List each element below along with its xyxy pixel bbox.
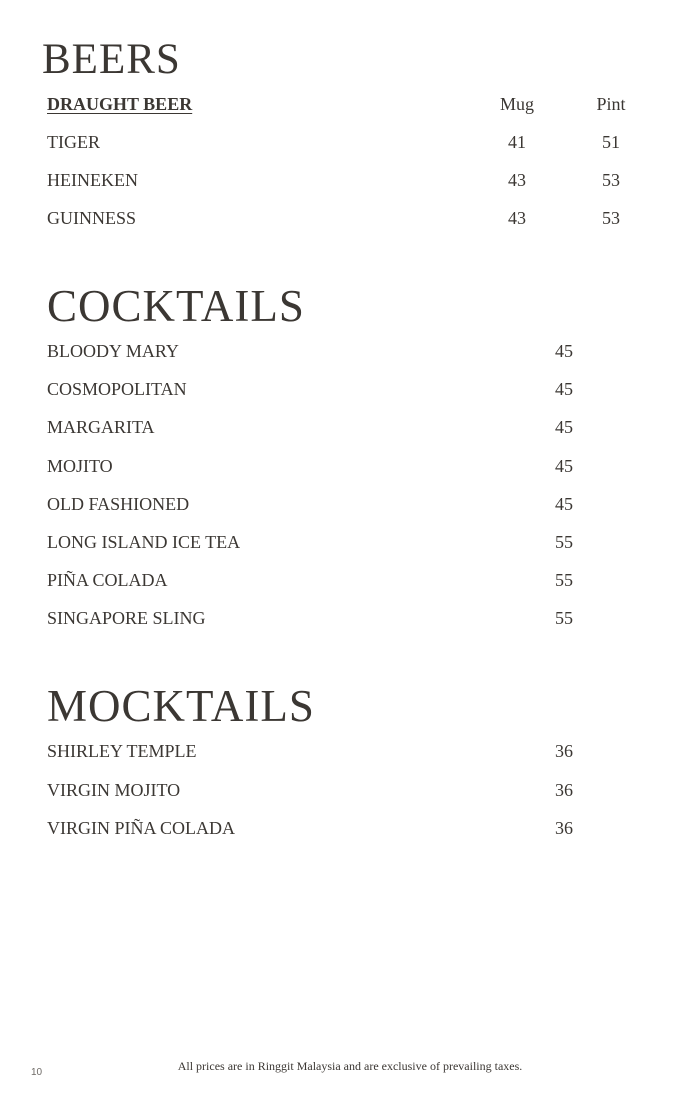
page-number: 10 xyxy=(31,1067,43,1078)
draught-beer-subheading: DRAUGHT BEER xyxy=(47,94,193,114)
cocktail-price: 45 xyxy=(555,494,573,514)
mocktail-name: VIRGIN PIÑA COLADA xyxy=(47,818,235,838)
mocktail-row xyxy=(47,817,647,839)
pricing-footnote: All prices are in Ringgit Malaysia and are exclusive of prevailing taxes. xyxy=(177,1059,523,1073)
beer-mug-price: 43 xyxy=(508,170,526,190)
cocktail-row xyxy=(47,531,647,553)
beer-name: HEINEKEN xyxy=(47,170,138,190)
cocktail-row xyxy=(47,569,647,591)
beer-row xyxy=(47,207,647,229)
cocktail-price: 45 xyxy=(555,456,573,476)
beer-pint-price: 53 xyxy=(602,208,620,228)
cocktail-price: 45 xyxy=(555,341,573,361)
cocktail-name: MOJITO xyxy=(47,456,113,476)
cocktail-row xyxy=(47,340,647,362)
cocktail-row xyxy=(47,493,647,515)
beer-name: TIGER xyxy=(47,132,100,152)
cocktails-section-title: COCKTAILS xyxy=(47,281,305,331)
mocktail-price: 36 xyxy=(555,741,573,761)
beer-mug-price: 41 xyxy=(508,132,526,152)
cocktail-row xyxy=(47,378,647,400)
mocktails-section-title: MOCKTAILS xyxy=(47,681,315,731)
cocktail-name: OLD FASHIONED xyxy=(47,494,190,514)
mocktail-row xyxy=(47,779,647,801)
beer-row xyxy=(47,131,647,153)
cocktail-name: PIÑA COLADA xyxy=(47,570,168,590)
mocktail-price: 36 xyxy=(555,818,573,838)
mocktail-name: VIRGIN MOJITO xyxy=(47,780,181,800)
beers-header-row xyxy=(47,93,647,115)
mug-column-header: Mug xyxy=(499,94,534,114)
cocktail-price: 45 xyxy=(555,379,573,399)
cocktail-row xyxy=(47,455,647,477)
beer-row xyxy=(47,169,647,191)
cocktail-row xyxy=(47,607,647,629)
cocktail-price: 45 xyxy=(555,417,573,437)
cocktail-name: LONG ISLAND ICE TEA xyxy=(47,532,241,552)
cocktail-name: BLOODY MARY xyxy=(47,341,179,361)
mocktail-price: 36 xyxy=(555,780,573,800)
beers-section-title: BEERS xyxy=(42,36,181,83)
beer-pint-price: 53 xyxy=(602,170,620,190)
cocktail-price: 55 xyxy=(555,532,573,552)
cocktail-row xyxy=(47,416,647,438)
cocktail-price: 55 xyxy=(555,570,573,590)
mocktail-name: SHIRLEY TEMPLE xyxy=(47,741,197,761)
beer-mug-price: 43 xyxy=(508,208,526,228)
cocktail-name: SINGAPORE SLING xyxy=(47,608,206,628)
mocktail-row xyxy=(47,740,647,762)
cocktail-price: 55 xyxy=(555,608,573,628)
pint-column-header: Pint xyxy=(596,94,626,114)
beer-name: GUINNESS xyxy=(47,208,137,228)
cocktail-name: COSMOPOLITAN xyxy=(47,379,187,399)
cocktail-name: MARGARITA xyxy=(47,417,155,437)
beer-pint-price: 51 xyxy=(602,132,620,152)
